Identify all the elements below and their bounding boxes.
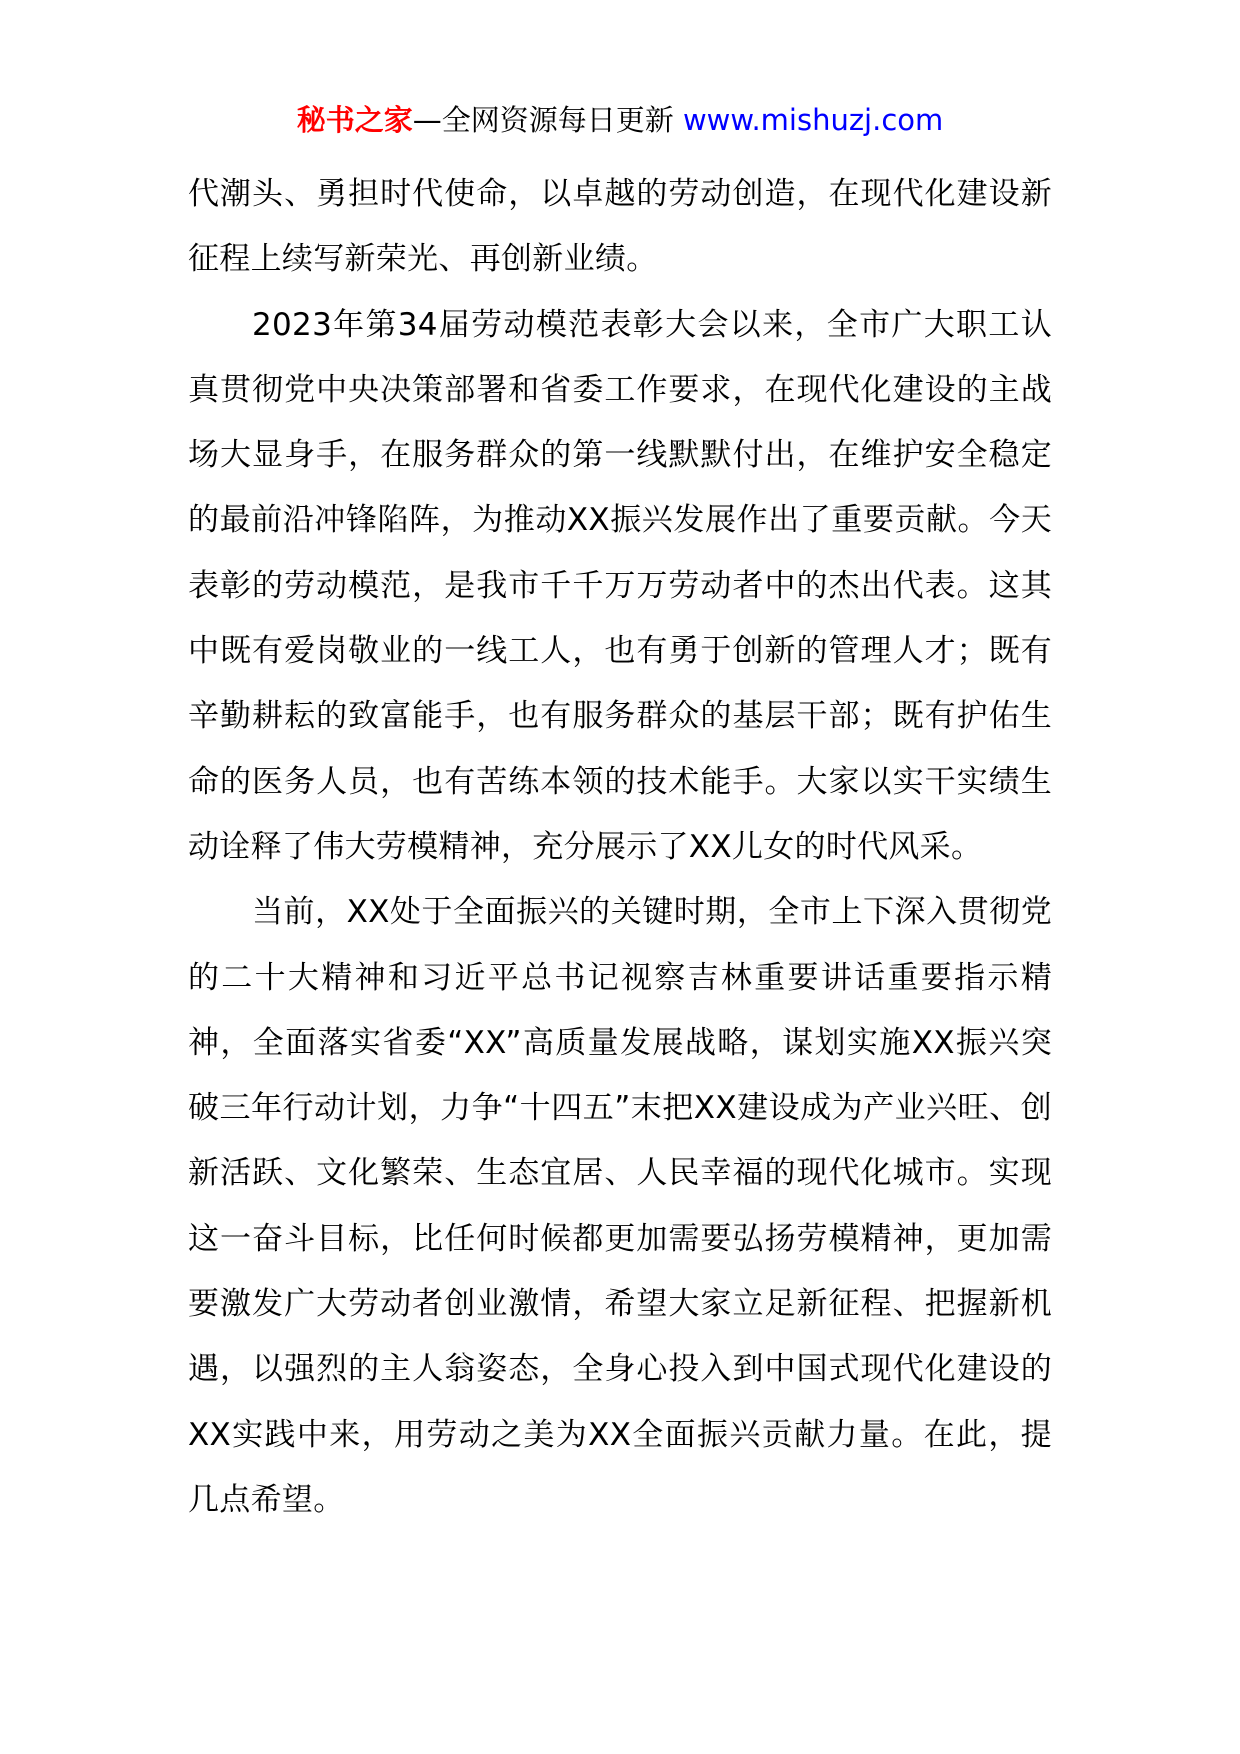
paragraph: 当前，XX处于全面振兴的关键时期，全市上下深入贯彻党的二十大精神和习近平总书记视察吉林重要讲话重要指示精神，全面落实省委“XX”高质量发展战略，谋划实施XX振兴突破三年行动计划，力争“十四五”末把XX建设成为产业兴旺、创新活跃、文化繁荣、生态宜居、人民幸福的现代化城市。实现这一奋斗目标，比任何时候都更加需要弘扬劳模精神，更加需要激发广大劳动者创业激情，希望大家立足新征程、把握新机遇，以强烈的主人翁姿态，全身心投入到中国式现代化建设的XX实践中来，用劳动之美为XX全面振兴贡献力量。在此，提几点希望。 — [188, 894, 1052, 1518]
header-slogan: —全网资源每日更新 — [412, 103, 683, 137]
website-url[interactable]: www.mishuzj.com — [682, 103, 944, 137]
page-header — [0, 100, 1240, 140]
paragraph-continuation: 代潮头、勇担时代使命，以卓越的劳动创造，在现代化建设新征程上续写新荣光、再创新业绩。 — [188, 176, 1052, 278]
document-body — [188, 162, 1052, 1533]
paragraph: 2023年第34届劳动模范表彰大会以来，全市广大职工认真贯彻党中央决策部署和省委工作要求，在现代化建设的主战场大显身手，在服务群众的第一线默默付出，在维护安全稳定的最前沿冲锋陷阵，为推动XX振兴发展作出了重要贡献。今天表彰的劳动模范，是我市千千万万劳动者中的杰出代表。这其中既有爱岗敬业的一线工人，也有勇于创新的管理人才；既有辛勤耕耘的致富能手，也有服务群众的基层干部；既有护佑生命的医务人员，也有苦练本领的技术能手。大家以实干实绩生动诠释了伟大劳模精神，充分展示了XX儿女的时代风采。 — [188, 306, 1052, 865]
brand-name: 秘书之家 — [296, 103, 413, 137]
